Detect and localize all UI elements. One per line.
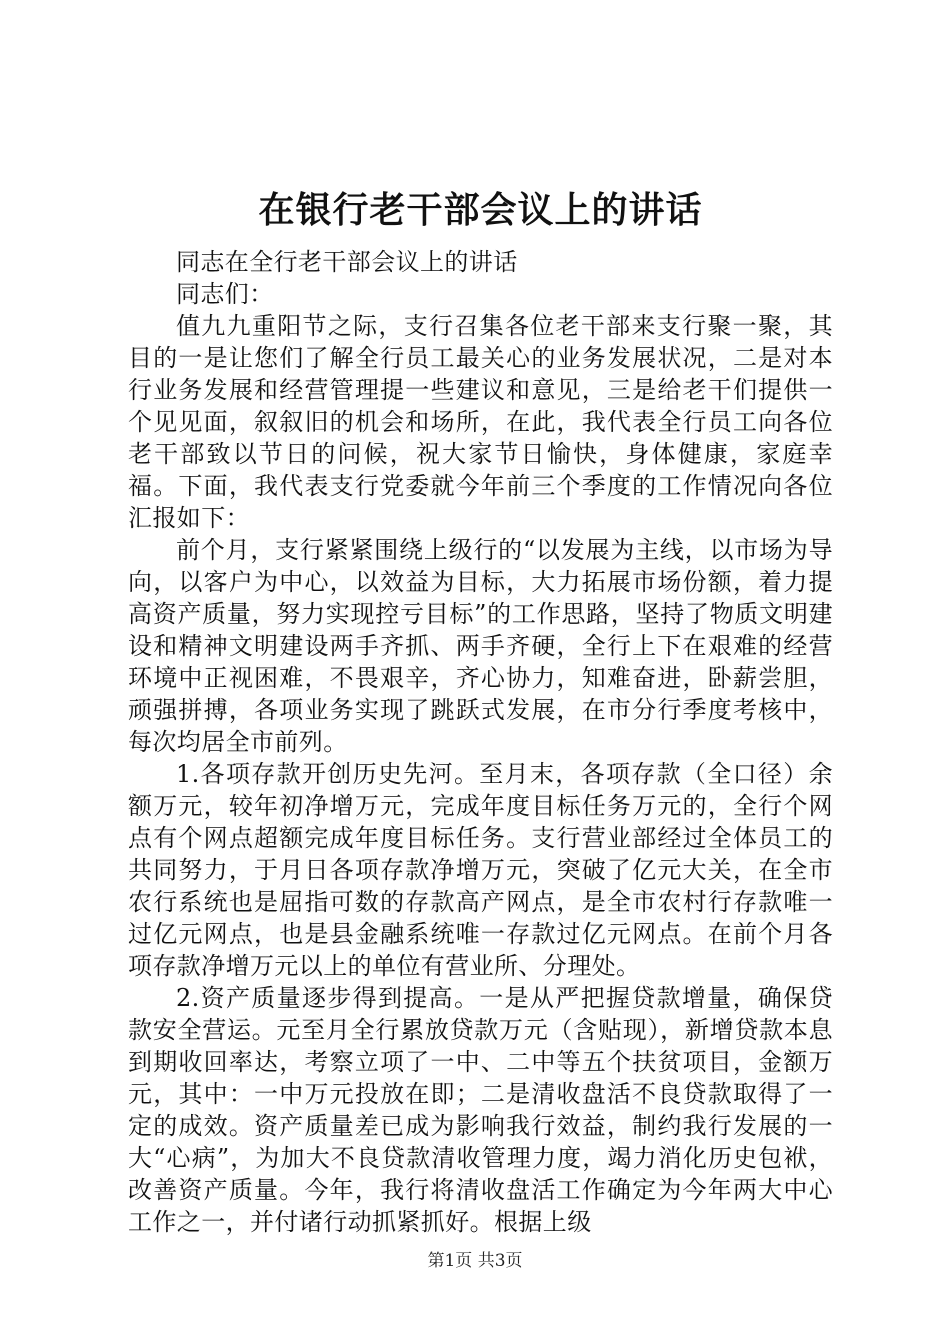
paragraph-intro: 值九九重阳节之际，支行召集各位老干部来支行聚一聚，其目的一是让您们了解全行员工最关心的业务发展状况，二是对本行业务发展和经营管理提一些建议和意见，三是给老干们提供一个见见面，叙叙旧的机会和场所，在此，我代表全行员工向各位老干部致以节日的问候，祝大家节日愉快，身体健康，家庭幸福。下面，我代表支行党委就今年前三个季度的工作情况向各位汇报如下：: [128, 312, 833, 532]
paragraph-salutation: 同志们：: [176, 280, 274, 308]
paragraph-overview: 前个月，支行紧紧围绕上级行的“以发展为主线，以市场为导向，以客户为中心，以效益为目标，大力拓展市场份额，着力提高资产质量，努力实现控亏目标”的工作思路，坚持了物质文明建设和精神文明建设两手齐抓、两手齐硬，全行上下在艰难的经营环境中正视困难，不畏艰辛，齐心协力，知难奋进，卧薪尝胆，顽强拼搏，各项业务实现了跳跃式发展，在市分行季度考核中，每次均居全市前列。: [128, 536, 833, 756]
paragraph-deposits: 1.各项存款开创历史先河。至月末，各项存款（全口径）余额万元，较年初净增万元，完成年度目标任务万元的，全行个网点有个网点超额完成年度目标任务。支行营业部经过全体员工的共同努力，于月日各项存款净增万元，突破了亿元大关，在全市农行系统也是屈指可数的存款高产网点，是全市农村行存款唯一过亿元网点，也是县金融系统唯一存款过亿元网点。在前个月各项存款净增万元以上的单位有营业所、分理处。: [128, 760, 833, 980]
page-footer: 第1页 共3页: [427, 1251, 523, 1271]
document-page: [128, 180, 833, 1238]
document-title: 在银行老干部会议上的讲话: [258, 189, 703, 231]
paragraph-subtitle: 同志在全行老干部会议上的讲话: [176, 248, 518, 276]
paragraph-asset-quality: 2.资产质量逐步得到提高。一是从严把握贷款增量，确保贷款安全营运。元至月全行累放贷款万元（含贴现），新增贷款本息到期收回率达，考察立项了一中、二中等五个扶贫项目，金额万元，其中：一中万元投放在即；二是清收盘活不良贷款取得了一定的成效。资产质量差已成为影响我行效益，制约我行发展的一大“心病”，为加大不良贷款清收管理力度，竭力消化历史包袱，改善资产质量。今年，我行将清收盘活工作确定为今年两大中心工作之一，并付诸行动抓紧抓好。根据上级: [128, 984, 833, 1236]
